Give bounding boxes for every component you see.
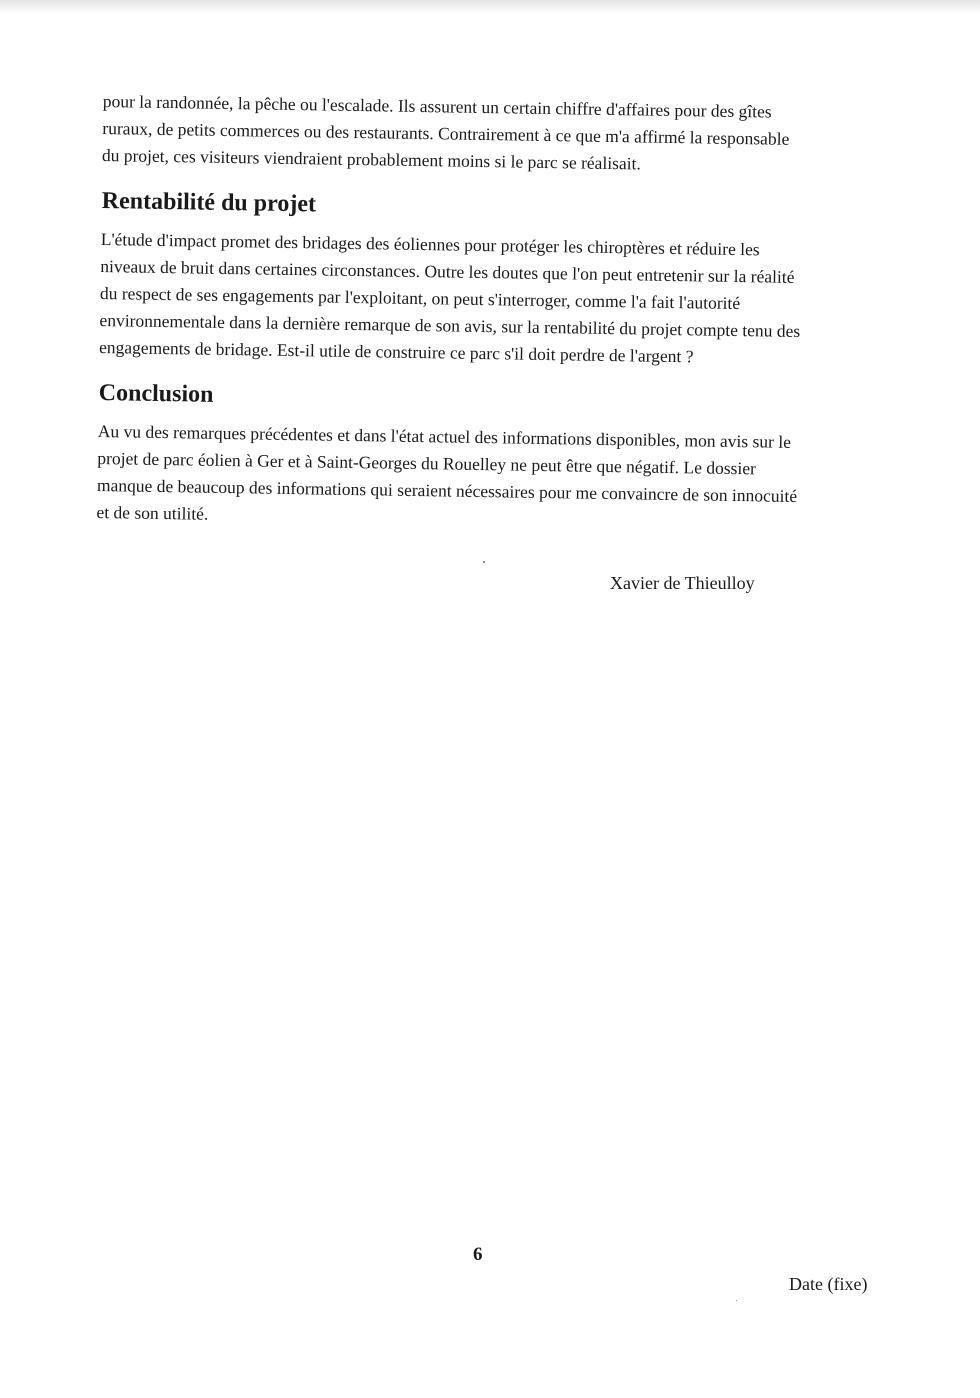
scan-speck <box>736 1300 737 1301</box>
signature-name: Xavier de Thieulloy <box>610 573 755 593</box>
scan-speck <box>483 561 485 563</box>
paragraph-line: Au vu des remarques précédentes et dans l'état actuel des informations disponibles, mon avis sur le <box>97 420 792 452</box>
paragraph-line: et de son utilité. <box>96 501 209 524</box>
paragraph-line: L'étude d'impact promet des bridages des éoliennes pour protéger les chiroptères et réduire les <box>100 228 760 260</box>
paragraph-line: projet de parc éolien à Ger et à Saint-Georges du Rouelley ne peut être que négatif. Le dossier <box>97 447 757 479</box>
paragraph-line: pour la randonnée, la pêche ou l'escalade. Ils assurent un certain chiffre d'affaires pour des gîtes <box>102 90 772 122</box>
paragraph-line: du respect de ses engagements par l'exploitant, on peut s'interroger, comme l'a fait l'autorité <box>99 282 741 314</box>
section-heading-conclusion: Conclusion <box>98 379 214 408</box>
paragraph-line: environnementale dans la dernière remarque de son avis, sur la rentabilité du projet compte tenu des <box>99 309 801 341</box>
page-number: 6 <box>473 1244 483 1265</box>
paragraph-line: ruraux, de petits commerces ou des restaurants. Contrairement à ce que m'a affirmé la responsable <box>102 117 790 149</box>
intro-paragraph <box>102 88 790 180</box>
paragraph-line: niveaux de bruit dans certaines circonstances. Outre les doutes que l'on peut entretenir sur la réalité <box>100 255 795 287</box>
footer-date: Date (fixe) <box>789 1274 868 1294</box>
paragraph-line: du projet, ces visiteurs viendraient probablement moins si le parc se réalisait. <box>101 144 641 174</box>
conclusion-paragraph <box>96 418 798 537</box>
paragraph-line: manque de beaucoup des informations qui seraient nécessaires pour me convaincre de son innocuité <box>96 474 798 506</box>
rentabilite-paragraph <box>99 226 802 372</box>
section-heading-rentabilite: Rentabilité du projet <box>101 187 317 218</box>
paragraph-line: engagements de bridage. Est-il utile de construire ce parc s'il doit perdre de l'argent ? <box>98 336 694 367</box>
